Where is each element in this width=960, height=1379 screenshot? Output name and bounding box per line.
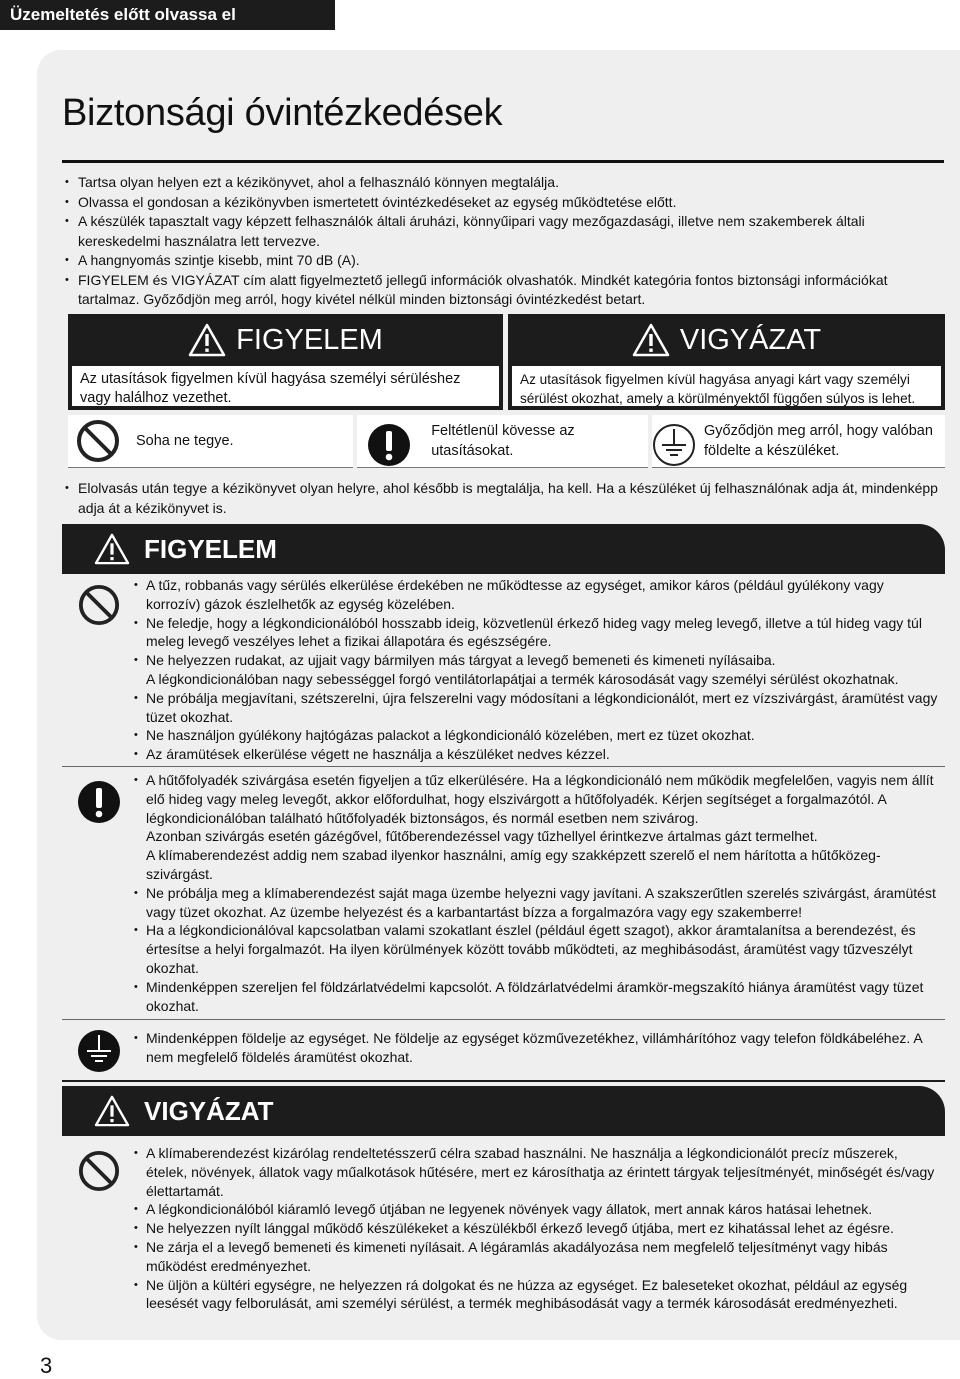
symbol-ground-text: Győződjön meg arról, hogy valóban földelte a készüléket. xyxy=(704,423,933,459)
list-item: • A tűz, robbanás vagy sérülés elkerülése érdekében ne működtesse az egységet, amikor káros (például gyúlékony vagy korrozív) gázok észlelhetők az egység közelében. xyxy=(133,576,941,614)
symbol-ground xyxy=(652,415,945,468)
intro-list xyxy=(62,173,947,310)
warning-level-label: FIGYELEM xyxy=(236,323,383,356)
warning-section xyxy=(62,574,945,1079)
warning-section-band xyxy=(62,524,945,574)
exclamation-icon xyxy=(367,423,411,467)
list-item: • Olvassa el gondosan a kézikönyvben ismertetett óvintézkedéseket az egység működtetése előtt. xyxy=(62,193,947,213)
section-header-tab: Üzemeltetés előtt olvassa el xyxy=(0,0,335,30)
caution-level-label: VIGYÁZAT xyxy=(679,323,822,356)
list-item: • A klímaberendezést kizárólag rendeltetésszerű célra szabad használni. Ne használja a légkondicionálót precíz műszerek, ételek, növények, állatok vagy műalkotások hűtésére, mert ez károsíthatja az érintett tárgyak teljesítményét, minőségét és/vagy élettartamát. xyxy=(133,1144,941,1200)
symbol-prohibited-text: Soha ne tegye. xyxy=(136,433,234,449)
caution-prohibited-group xyxy=(62,1136,945,1326)
title-divider xyxy=(62,160,944,163)
warning-triangle-icon xyxy=(188,323,226,357)
warning-prohibited-list xyxy=(133,576,941,764)
list-item: • A hangnyomás szintje kisebb, mint 70 dB (A). xyxy=(62,251,947,271)
warning-mandatory-group xyxy=(62,770,945,1016)
symbol-prohibited xyxy=(68,415,353,468)
list-item: • Ne zárja el a levegő bemeneti és kimeneti nyílásait. A légáramlás akadályozása nem megfelelő teljesítményt vagy hibás működést eredményezhet. xyxy=(133,1238,941,1276)
list-item: • Ne üljön a kültéri egységre, ne helyezzen rá dolgokat és ne húzza az egységet. Ez baleseteket okozhat, például az egység leesését vagy felborulását, ami személyi sérülést, a termék meghibásodását vagy a termék károsodását eredményezheti. xyxy=(133,1276,941,1314)
list-item: • Ne próbálja megjavítani, szétszerelni, újra felszerelni vagy módosítani a légkondicionálót, mert ez vízszivárgást, áramütést vagy tüzet okozhat. xyxy=(133,689,941,727)
warning-triangle-icon xyxy=(94,533,130,565)
list-item: • Elolvasás után tegye a kézikönyvet olyan helyre, ahol később is megtalálja, ha kell. Ha a készüléket új felhasználónak adja át, mindenképp adja át a kézikönyvet is. xyxy=(62,478,947,518)
prohibition-icon xyxy=(78,1150,120,1192)
group-divider xyxy=(62,766,945,767)
warning-mandatory-list xyxy=(133,771,941,1015)
warning-prohibited-group xyxy=(62,574,945,764)
list-item: • FIGYELEM és VIGYÁZAT cím alatt figyelmeztető jellegű információk olvashatók. Mindkét kategória fontos biztonsági információkat tartalmaz. Győződjön meg arról, hogy kivétel nélkül minden biztonsági óvintézkedést betart. xyxy=(62,271,947,310)
after-note-list xyxy=(62,478,947,518)
list-item: • Ne helyezzen rudakat, az ujjait vagy bármilyen más tárgyat a levegő bemeneti és kimeneti nyílásaiba. A légkondicionálóban nagy sebességgel forgó ventilátorlapátjai a termék károsodását vagy személyi sérülést okozhatnak. xyxy=(133,651,941,689)
list-item: • Ne próbálja meg a klímaberendezést saját maga üzembe helyezni vagy javítani. A szakszerűtlen szerelés szivárgást, áramütést vagy tüzet okozhat. Az üzembe helyezést és a karbantartást bízza a forgalmazóra vagy egy szakemberre! xyxy=(133,884,941,922)
list-item: • Ha a légkondicionálóval kapcsolatban valami szokatlant észlel (például égett szagot), akkor áramtalanítsa a berendezést, és értesítse a helyi forgalmazót. Ha ilyen körülmények között tovább működteti, az meghibásodást, áramütést vagy tűzveszélyt okozhat. xyxy=(133,921,941,977)
warning-level-text: Az utasítások figyelmen kívül hagyása személyi sérüléshez vagy halálhoz vezethet. xyxy=(72,366,499,406)
caution-section-band xyxy=(62,1086,945,1136)
symbol-mandatory xyxy=(357,415,648,468)
caution-section xyxy=(62,1136,945,1326)
group-divider xyxy=(62,1019,945,1020)
warning-ground-list xyxy=(133,1029,941,1067)
warning-ground-group xyxy=(62,1023,945,1079)
symbol-mandatory-text: Feltétlenül kövesse az utasításokat. xyxy=(431,423,575,459)
prohibition-icon xyxy=(78,584,120,626)
caution-triangle-icon xyxy=(632,323,670,357)
list-item: • Ne használjon gyúlékony hajtógázas palackot a légkondicionáló közelében, mert ez tüzet okozhat. xyxy=(133,726,941,745)
ground-icon xyxy=(77,1029,121,1073)
section-divider xyxy=(62,1080,945,1082)
list-item: • Tartsa olyan helyen ezt a kézikönyvet, ahol a felhasználó könnyen megtalálja. xyxy=(62,173,947,193)
list-item: • Az áramütések elkerülése végett ne használja a készüléket nedves kézzel. xyxy=(133,745,941,764)
list-item: • Ne feledje, hogy a légkondicionálóból hosszabb ideig, közvetlenül érkező hideg vagy meleg levegő, illetve a túl hideg vagy túl meleg levegő veszélyes lehet a fizikai állapotára és egészségére. xyxy=(133,614,941,652)
exclamation-icon xyxy=(77,780,121,824)
caution-triangle-icon xyxy=(94,1095,130,1127)
list-item: • Mindenképpen földelje az egységet. Ne földelje az egységet közművezetékhez, villámhárítóhoz vagy telefon földkábeléhez. A nem megfelelő földelés áramütést okozhat. xyxy=(133,1029,941,1067)
list-item: • Ne helyezzen nyílt lánggal működő készülékeket a készülékből érkező levegő útjába, mert ez kihatással lehet az égésre. xyxy=(133,1219,941,1238)
ground-icon xyxy=(652,423,696,467)
warning-section-title: FIGYELEM xyxy=(144,533,277,564)
caution-level-text: Az utasítások figyelmen kívül hagyása anyagi kárt vagy személyi sérülést okozhat, amely a körülményektől függően súlyos is lehet. xyxy=(512,366,941,406)
warning-level-box xyxy=(68,314,503,410)
page-number: 3 xyxy=(40,1353,53,1378)
list-item: • A hűtőfolyadék szivárgása esetén figyeljen a tűz elkerülésére. Ha a légkondicionáló nem működik megfelelően, vagyis nem állít elő hideg vagy meleg levegőt, akkor előfordulhat, hogy elszivárgott a hűtőfolyadék. Kérjen segítséget a forgalmazótól. A légkondicionálóban található hűtőfolyadék biztonságos, és normál esetben nem szivárog. Azonban szivárgás esetén gázégővel, fűtőberendezéssel vagy tűzhellyel érintkezve ártalmas gázt termelhet. A klímaberendezést addig nem szabad ilyenkor használni, amíg egy szakképzett szerelő el nem hárította a hűtőközeg-szivárgást. xyxy=(133,771,941,884)
page-title: Biztonsági óvintézkedések xyxy=(62,92,503,134)
list-item: • A légkondicionálóból kiáramló levegő útjában ne legyenek növények vagy állatok, mert annak káros hatásai lehetnek. xyxy=(133,1200,941,1219)
caution-section-title: VIGYÁZAT xyxy=(144,1095,274,1126)
caution-prohibited-list xyxy=(133,1144,941,1313)
prohibition-icon xyxy=(76,419,120,463)
list-item: • A készülék tapasztalt vagy képzett felhasználók általi áruházi, könnyűipari vagy mezőgazdasági, illetve nem szakemberek általi kereskedelmi használatra lett tervezve. xyxy=(62,212,947,251)
caution-level-box xyxy=(508,314,945,410)
list-item: • Mindenképpen szereljen fel földzárlatvédelmi kapcsolót. A földzárlatvédelmi áramkör-megszakító hiánya áramütést vagy tüzet okozhat. xyxy=(133,978,941,1016)
